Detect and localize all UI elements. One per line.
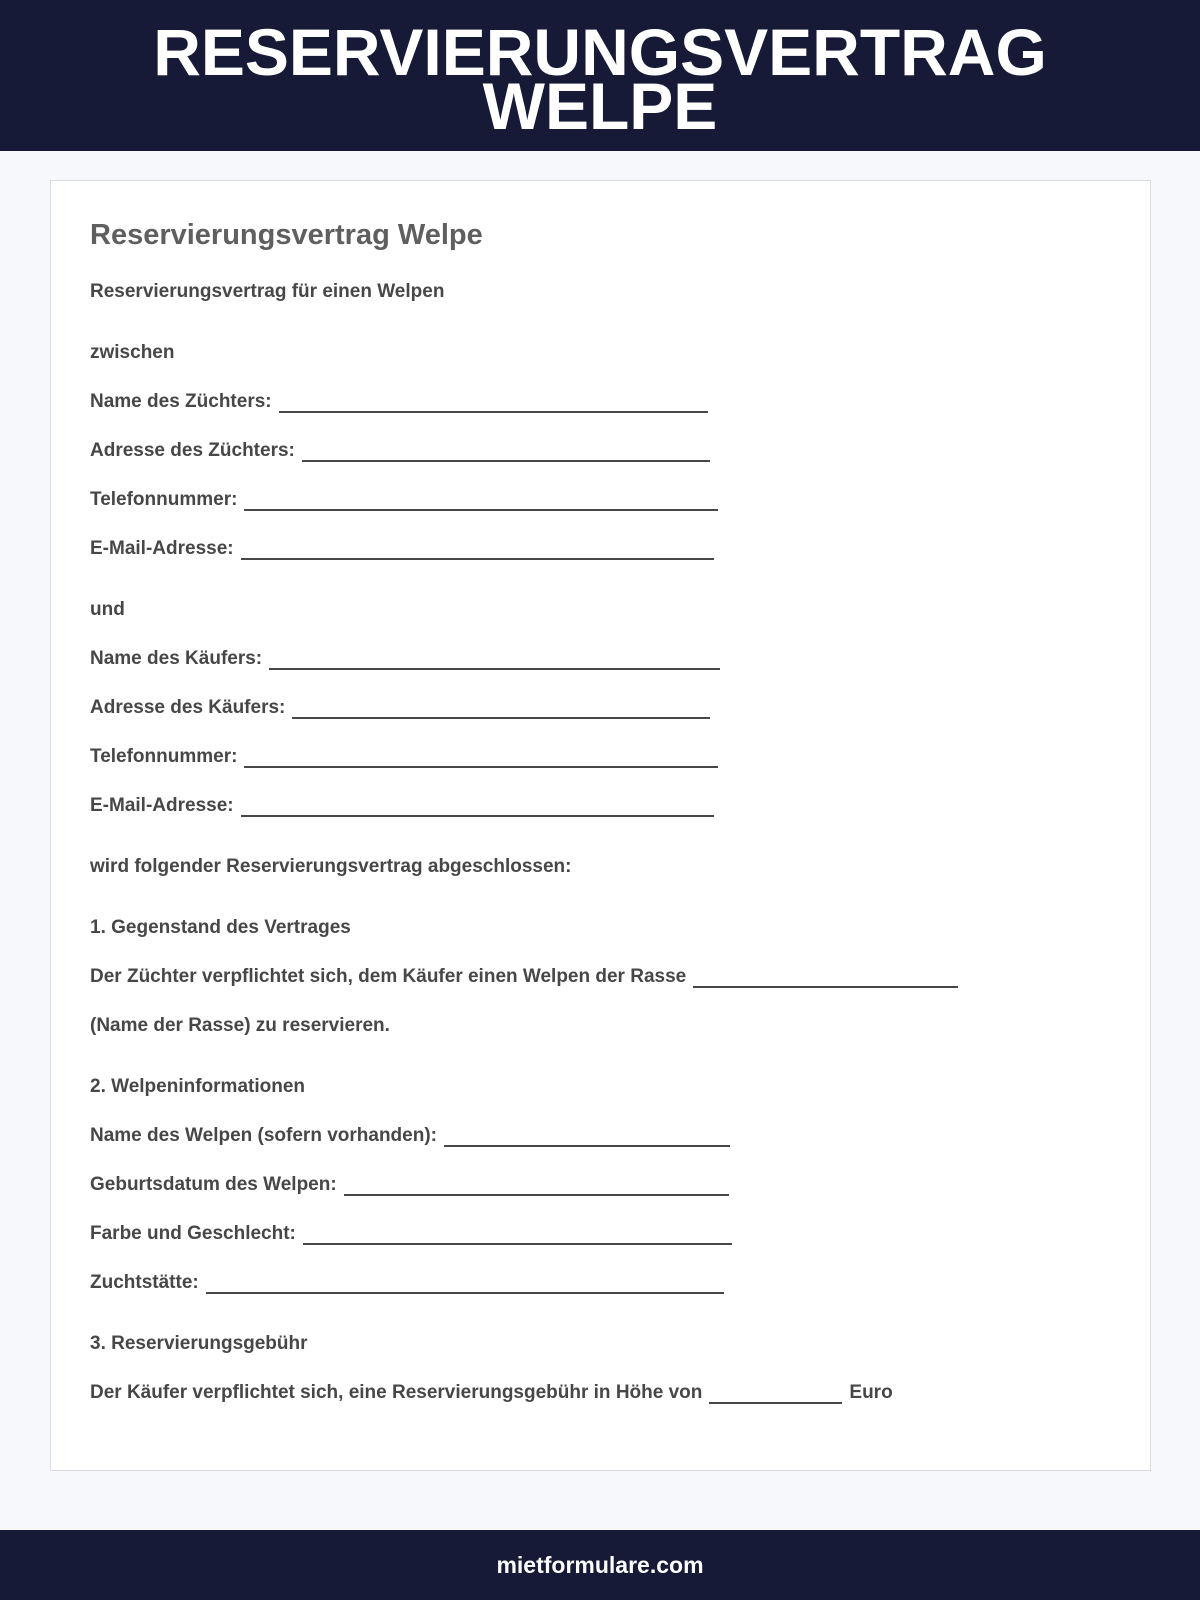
buyer-name-field[interactable] — [269, 652, 720, 670]
document-subtitle — [90, 281, 444, 303]
puppy-birthdate-field[interactable] — [344, 1178, 729, 1196]
and-text: und — [90, 599, 125, 620]
fee-row — [90, 1382, 893, 1404]
breeder-name-label: Name des Züchters: — [90, 391, 272, 412]
buyer-address-label: Adresse des Käufers: — [90, 697, 286, 718]
buyer-address-field[interactable] — [292, 701, 710, 719]
subtitle-text: Reservierungsvertrag für einen Welpen — [90, 281, 445, 302]
document-title: Reservierungsvertrag Welpe — [90, 219, 483, 251]
breed-label: Der Züchter verpflichtet sich, dem Käufer einen Welpen der Rasse — [90, 966, 687, 987]
contract-document — [50, 180, 1151, 1471]
buyer-phone-label: Telefonnummer: — [90, 746, 238, 767]
page-title-line-2: WELPE — [482, 68, 718, 143]
breeder-phone-label: Telefonnummer: — [90, 489, 238, 510]
section-1-heading-text: 1. Gegenstand des Vertrages — [90, 917, 351, 938]
page-title-line-1: RESERVIERUNGSVERTRAG — [153, 14, 1047, 89]
breeder-address-field[interactable] — [302, 444, 710, 462]
page-footer — [0, 1530, 1200, 1600]
buyer-name-label: Name des Käufers: — [90, 648, 263, 669]
puppy-color-sex-label: Farbe und Geschlecht: — [90, 1223, 296, 1244]
breeder-email-row — [90, 538, 714, 560]
puppy-birthdate-label: Geburtsdatum des Welpen: — [90, 1174, 337, 1195]
breeder-address-row — [90, 440, 710, 462]
puppy-name-field[interactable] — [444, 1129, 730, 1147]
buyer-email-label: E-Mail-Adresse: — [90, 795, 234, 816]
breed-row — [90, 966, 958, 988]
page-header — [0, 0, 1200, 151]
section-3-heading — [90, 1333, 308, 1355]
buyer-phone-row — [90, 746, 718, 768]
fee-label: Der Käufer verpflichtet sich, eine Reservierungsgebühr in Höhe von — [90, 1382, 703, 1403]
kennel-row — [90, 1272, 724, 1294]
concluded-text: wird folgender Reservierungsvertrag abgeschlossen: — [90, 856, 572, 877]
concluded-label — [90, 856, 572, 878]
breeder-phone-row — [90, 489, 718, 511]
section-1-heading — [90, 917, 351, 939]
between-text: zwischen — [90, 342, 175, 363]
breed-field[interactable] — [693, 970, 958, 988]
buyer-email-row — [90, 795, 714, 817]
breed-row-continued — [90, 1015, 390, 1037]
puppy-birthdate-row — [90, 1174, 729, 1196]
breeder-email-field[interactable] — [241, 542, 714, 560]
section-2-heading-text: 2. Welpeninformationen — [90, 1076, 306, 1097]
puppy-name-label: Name des Welpen (sofern vorhanden): — [90, 1125, 437, 1146]
breeder-name-row — [90, 391, 708, 413]
buyer-email-field[interactable] — [241, 799, 714, 817]
puppy-color-sex-field[interactable] — [303, 1227, 732, 1245]
buyer-name-row — [90, 648, 720, 670]
breeder-address-label: Adresse des Züchters: — [90, 440, 295, 461]
breeder-phone-field[interactable] — [244, 493, 718, 511]
puppy-name-row — [90, 1125, 730, 1147]
breeder-name-field[interactable] — [279, 395, 708, 413]
section-2-heading — [90, 1076, 305, 1098]
breeder-email-label: E-Mail-Adresse: — [90, 538, 234, 559]
buyer-address-row — [90, 697, 710, 719]
between-label — [90, 342, 174, 364]
page-title — [153, 14, 1047, 143]
section-3-heading-text: 3. Reservierungsgebühr — [90, 1333, 308, 1354]
fee-unit: Euro — [849, 1382, 893, 1403]
and-label — [90, 599, 125, 621]
fee-amount-field[interactable] — [709, 1386, 842, 1404]
breed-continued-text: (Name der Rasse) zu reservieren. — [90, 1015, 390, 1036]
puppy-color-sex-row — [90, 1223, 732, 1245]
kennel-field[interactable] — [206, 1276, 724, 1294]
footer-site-link[interactable]: mietformulare.com — [496, 1551, 704, 1578]
kennel-label: Zuchtstätte: — [90, 1272, 199, 1293]
buyer-phone-field[interactable] — [244, 750, 718, 768]
